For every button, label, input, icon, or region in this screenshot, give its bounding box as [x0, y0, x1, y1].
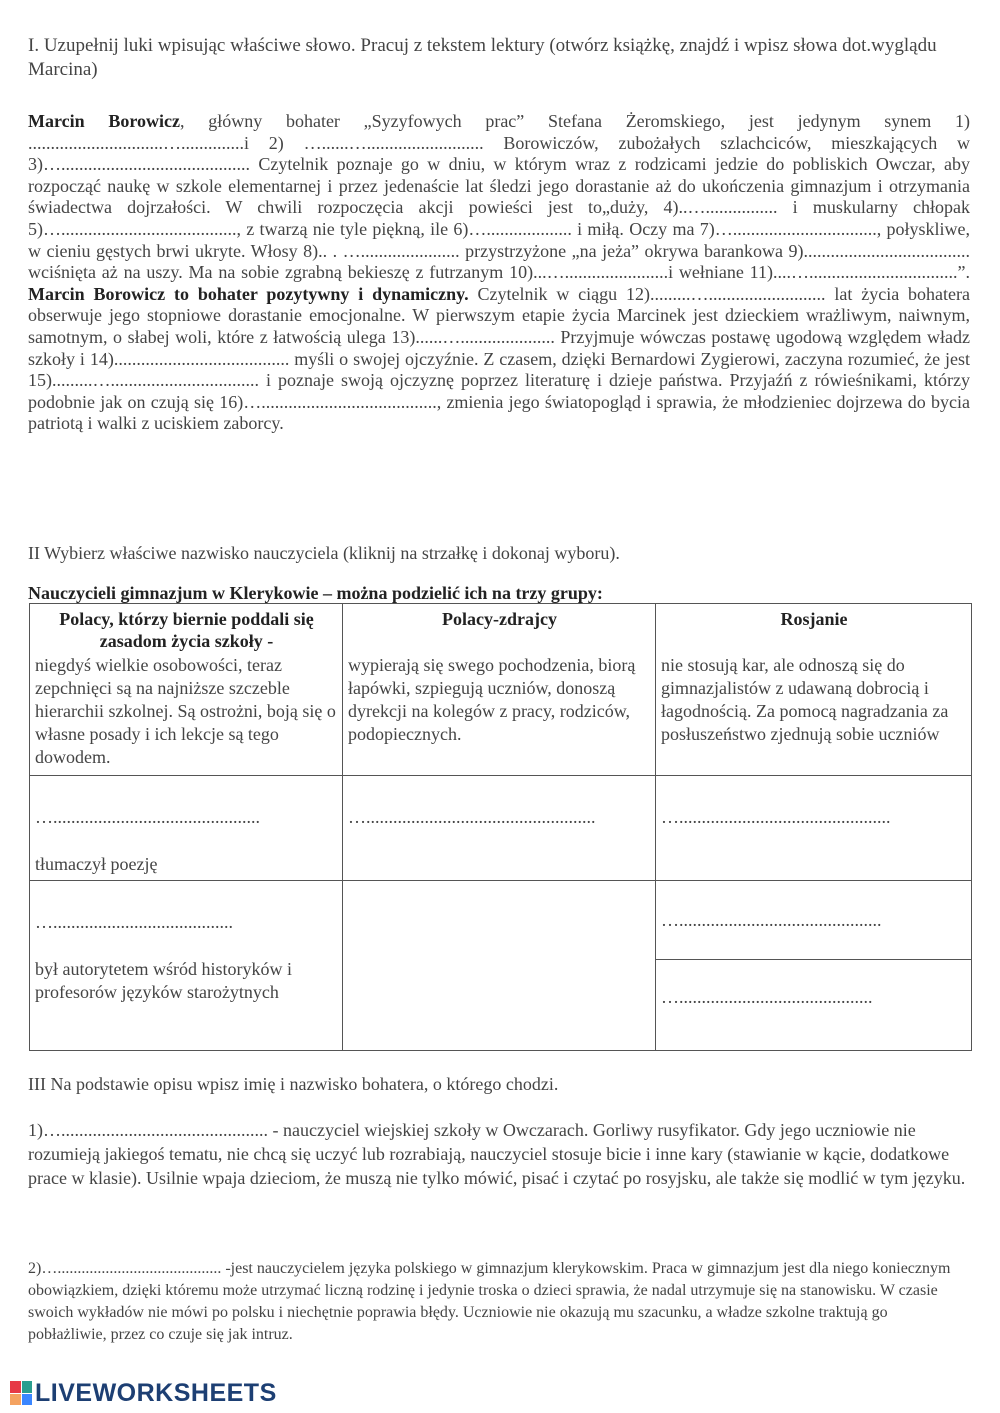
column-heading: Polacy-zdrajcy: [442, 609, 557, 629]
column-russians: [656, 604, 972, 776]
teacher-select-5[interactable]: ….............................................: [661, 910, 882, 930]
column-passive-poles: [30, 604, 343, 776]
section1-paragraph: [28, 111, 970, 435]
teacher-select-6[interactable]: …...........................................: [661, 987, 873, 1007]
column-traitor-poles: [343, 604, 656, 776]
cell-r1c3: [656, 776, 972, 881]
section3-item-1[interactable]: 1)….............................................. - nauczyciel wiejskiej szkoły w Owczarach. Gorliwy rusyfikator. Gdy jego uczniowie nie rozumieją jakiegoś tematu, nie chcą się uczyć lub rozrabiają, nauczyciel stosuje bicie i inne kary (stawianie w kącie, dodatkowe prace w klasie). Usilnie wpaja dzieciom, że muszą nie tylko mówić, pisać i czytać po rosyjsku, ale także się modlić w tym języku.: [28, 1120, 966, 1188]
section1-title: I. Uzupełnij luki wpisując właściwe słowo. Pracuj z tekstem lektury (otwórz książkę, znajdź i wpisz słowa dot.wyglądu Marcina): [28, 35, 937, 80]
hero-summary: Marcin Borowicz to bohater pozytywny i dynamiczny.: [28, 283, 469, 304]
cell-r2c3a: [656, 881, 972, 960]
teacher-note-2: był autorytetem wśród historyków i profesorów języków starożytnych: [35, 959, 292, 1002]
teacher-select-1[interactable]: …..............................................: [35, 807, 260, 827]
gap-text-2[interactable]: Borowiczów, zubożałych szlachciców, mieszkających w 3)….......................................... Czytelnik poznaje go w dniu, w którym wraz z rodzicami jedzie do pobliskich Owczar, aby rozpocząć naukę w szkole elementarnej i przez jedenaście lat śledzi jego dorastanie aż do ukończenia gimnazjum i otrzymania świadectwa dojrzałości. W chwili rozpoczęcia akcji powieści jest to„duży, 4)..…................ i muskularny chłopak 5)…......................................., z twarzą nie tyle piękną, ile 6)…................... i miłą. Oczy ma 7)…................................, połyskliwe, w cieniu gęstych brwi ukryte. Włosy 8).. . …...................... przystrzyżone „na jeża” okrywa barankowa 9)..................................... wciśnięta aż na uszy. Ma na sobie zgrabną bekieszę z futrzanym 10)...….......................i wełniane 11)....….................................”.: [28, 132, 970, 283]
gap-text-3[interactable]: Czytelnik w ciągu 12).........….......................... lat życia bohatera obserwuje jego stopniowe dorastanie emocjonalne. W pierwszym etapie życia Marcinek jest dzieckiem wrażliwym, naiwnym, samotnym, o słabej woli, które z łatwością ulega 13)......…..................... Przyjmuje wówczas postawę ugodową względem władz szkoły i 14)....................................... myśli o swojej ojczyźnie. Z czasem, dzięki Bernardowi Zygierowi, zaczyna rozumieć, że jest 15).........…................................. i poznaje swoją ojczyznę poprzez literaturę i dzieje państwa. Przyjaźń z rówieśnikami, którzy podobnie jak on czują się 16)…......................................., zmienia jego światopogląd i sprawia, że młodzieniec dojrzewa do bycia patriotą i walki z uciskiem zaborcy.: [28, 283, 970, 434]
column-heading: Polacy, którzy biernie poddali się zasadom życia szkoły -: [59, 609, 314, 651]
column-description: wypierają się swego pochodzenia, biorą łapówki, szpiegują uczniów, donoszą dyrekcji na kolegów z pracy, rodziców, podopiecznych.: [348, 655, 636, 744]
section2-title: II Wybierz właściwe nazwisko nauczyciela (kliknij na strzałkę i dokonaj wyboru).: [28, 543, 620, 563]
teacher-select-3[interactable]: …...............................................: [661, 807, 891, 827]
liveworksheets-logo: [10, 1378, 277, 1408]
section2-subtitle: Nauczycieli gimnazjum w Klerykowie – można podzielić ich na trzy grupy:: [28, 583, 603, 603]
teachers-table: [29, 603, 972, 1051]
logo-text: LIVEWORKSHEETS: [35, 1378, 277, 1407]
column-heading: Rosjanie: [780, 609, 848, 629]
cell-r1c1: [30, 776, 343, 881]
teacher-select-4[interactable]: …........................................: [35, 912, 233, 932]
cell-r2c1: [30, 881, 343, 1051]
cell-r1c2: [343, 776, 656, 881]
column-description: nie stosują kar, ale odnoszą się do gimnazjalistów z udawaną dobrocią i łagodnością. Za pomocą nagradzania za posłuszeństwo zjednują sobie uczniów: [661, 655, 949, 744]
logo-icon: [10, 1381, 32, 1405]
teacher-note-1: tłumaczył poezję: [35, 854, 158, 874]
cell-r2c2: [343, 881, 656, 1051]
hero-name: Marcin Borowicz: [28, 111, 181, 131]
column-description: niegdyś wielkie osobowości, teraz zepchnięci są na najniższe szczeble hierarchii szkolnej. Są ostrożni, boją się o własne posady i ich lekcje są tego dowodem.: [35, 655, 336, 767]
cell-r2c3b: [656, 960, 972, 1051]
gap-text-1[interactable]: , główny bohater „Syzyfowych prac” Stefana Żeromskiego, jest jedynym synem 1) ..............................…..............i 2) …......…..........................: [28, 111, 970, 153]
section3-title: III Na podstawie opisu wpisz imię i nazwisko bohatera, o którego chodzi.: [28, 1074, 559, 1094]
section3-item-2[interactable]: 2)…......................................... -jest nauczycielem języka polskiego w gimnazjum klerykowskim. Praca w gimnazjum jest dla niego koniecznym obowiązkiem, dzięki któremu może utrzymać liczną rodzinę i jedynie troska o dzieci sprawia, że nadal utrzymuje się na stanowisku. W czasie swoich wykładów nie mówi po polsku i niechętnie poprawia błędy. Uczniowie nie okazują mu szacunku, a władze szkolne traktują go pobłażliwie, przez co czuje się jak intruz.: [28, 1260, 951, 1343]
teacher-select-2[interactable]: …...................................................: [348, 807, 596, 827]
